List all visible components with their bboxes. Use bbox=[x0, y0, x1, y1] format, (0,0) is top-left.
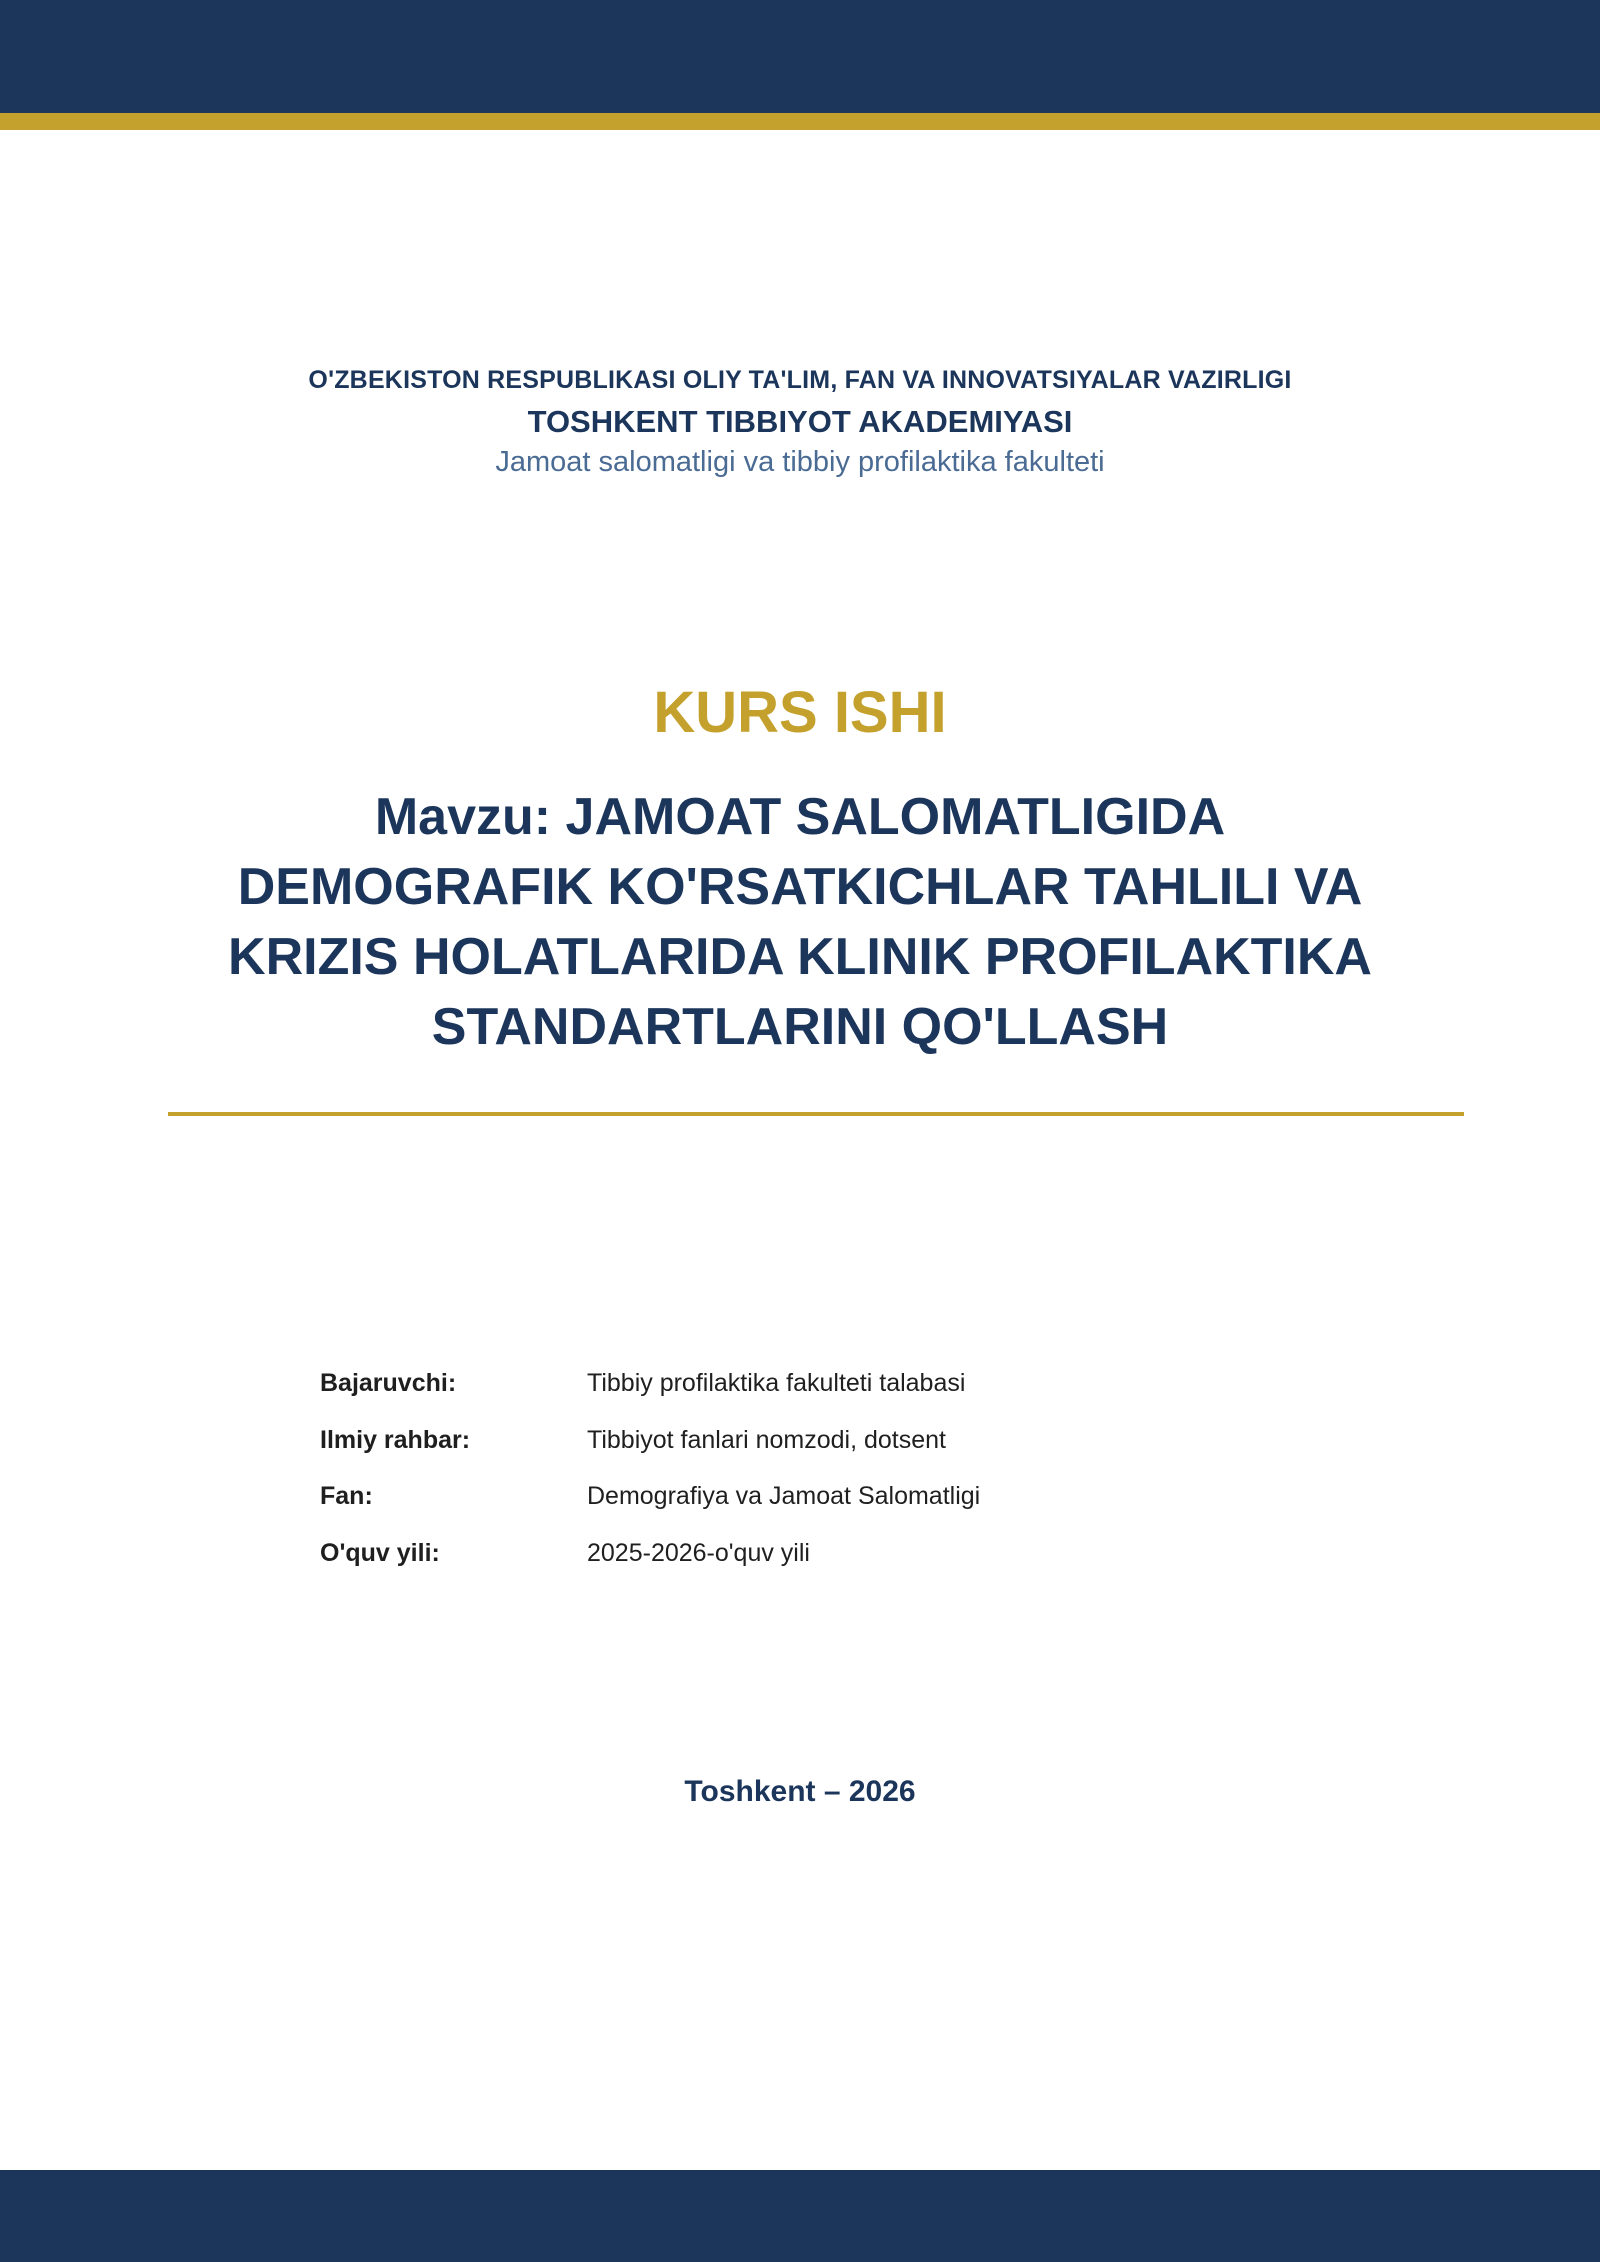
faculty-name: Jamoat salomatligi va tibbiy profilaktika fakulteti bbox=[495, 446, 1105, 478]
topic-title bbox=[150, 782, 1450, 1062]
gold-divider bbox=[168, 1112, 1464, 1116]
topic-line: DEMOGRAFIK KO'RSATKICHLAR TAHLILI VA bbox=[237, 858, 1363, 916]
info-row-supervisor bbox=[320, 1426, 1220, 1483]
info-row-performer bbox=[320, 1369, 1220, 1426]
info-label: Fan: bbox=[320, 1482, 373, 1510]
info-label: O'quv yili: bbox=[320, 1538, 440, 1567]
ministry-name: O'ZBEKISTON RESPUBLIKASI OLIY TA'LIM, FAN VA INNOVATSIYALAR VAZIRLIGI bbox=[308, 366, 1292, 394]
info-table bbox=[320, 1369, 1220, 1595]
info-value: Tibbiy profilaktika fakulteti talabasi bbox=[587, 1369, 966, 1397]
info-value: Demografiya va Jamoat Salomatligi bbox=[587, 1482, 981, 1510]
topic-line: STANDARTLARINI QO'LLASH bbox=[431, 998, 1169, 1056]
academy-name: TOSHKENT TIBBIYOT AKADEMIYASI bbox=[527, 404, 1073, 439]
document-type: KURS ISHI bbox=[653, 680, 947, 745]
info-label: Ilmiy rahbar: bbox=[320, 1425, 471, 1454]
info-label: Bajaruvchi: bbox=[320, 1369, 457, 1397]
info-row-academic-year bbox=[320, 1539, 1220, 1596]
info-value: 2025-2026-o'quv yili bbox=[587, 1538, 810, 1567]
top-navy-band bbox=[0, 0, 1600, 113]
info-value: Tibbiyot fanlari nomzodi, dotsent bbox=[587, 1425, 946, 1454]
bottom-navy-band bbox=[0, 2170, 1600, 2262]
place-and-year: Toshkent – 2026 bbox=[684, 1775, 916, 1808]
top-gold-stripe bbox=[0, 113, 1600, 130]
topic-line: KRIZIS HOLATLARIDA KLINIK PROFILAKTIKA bbox=[228, 928, 1372, 986]
info-row-subject bbox=[320, 1482, 1220, 1539]
topic-line: Mavzu: JAMOAT SALOMATLIGIDA bbox=[374, 788, 1226, 846]
